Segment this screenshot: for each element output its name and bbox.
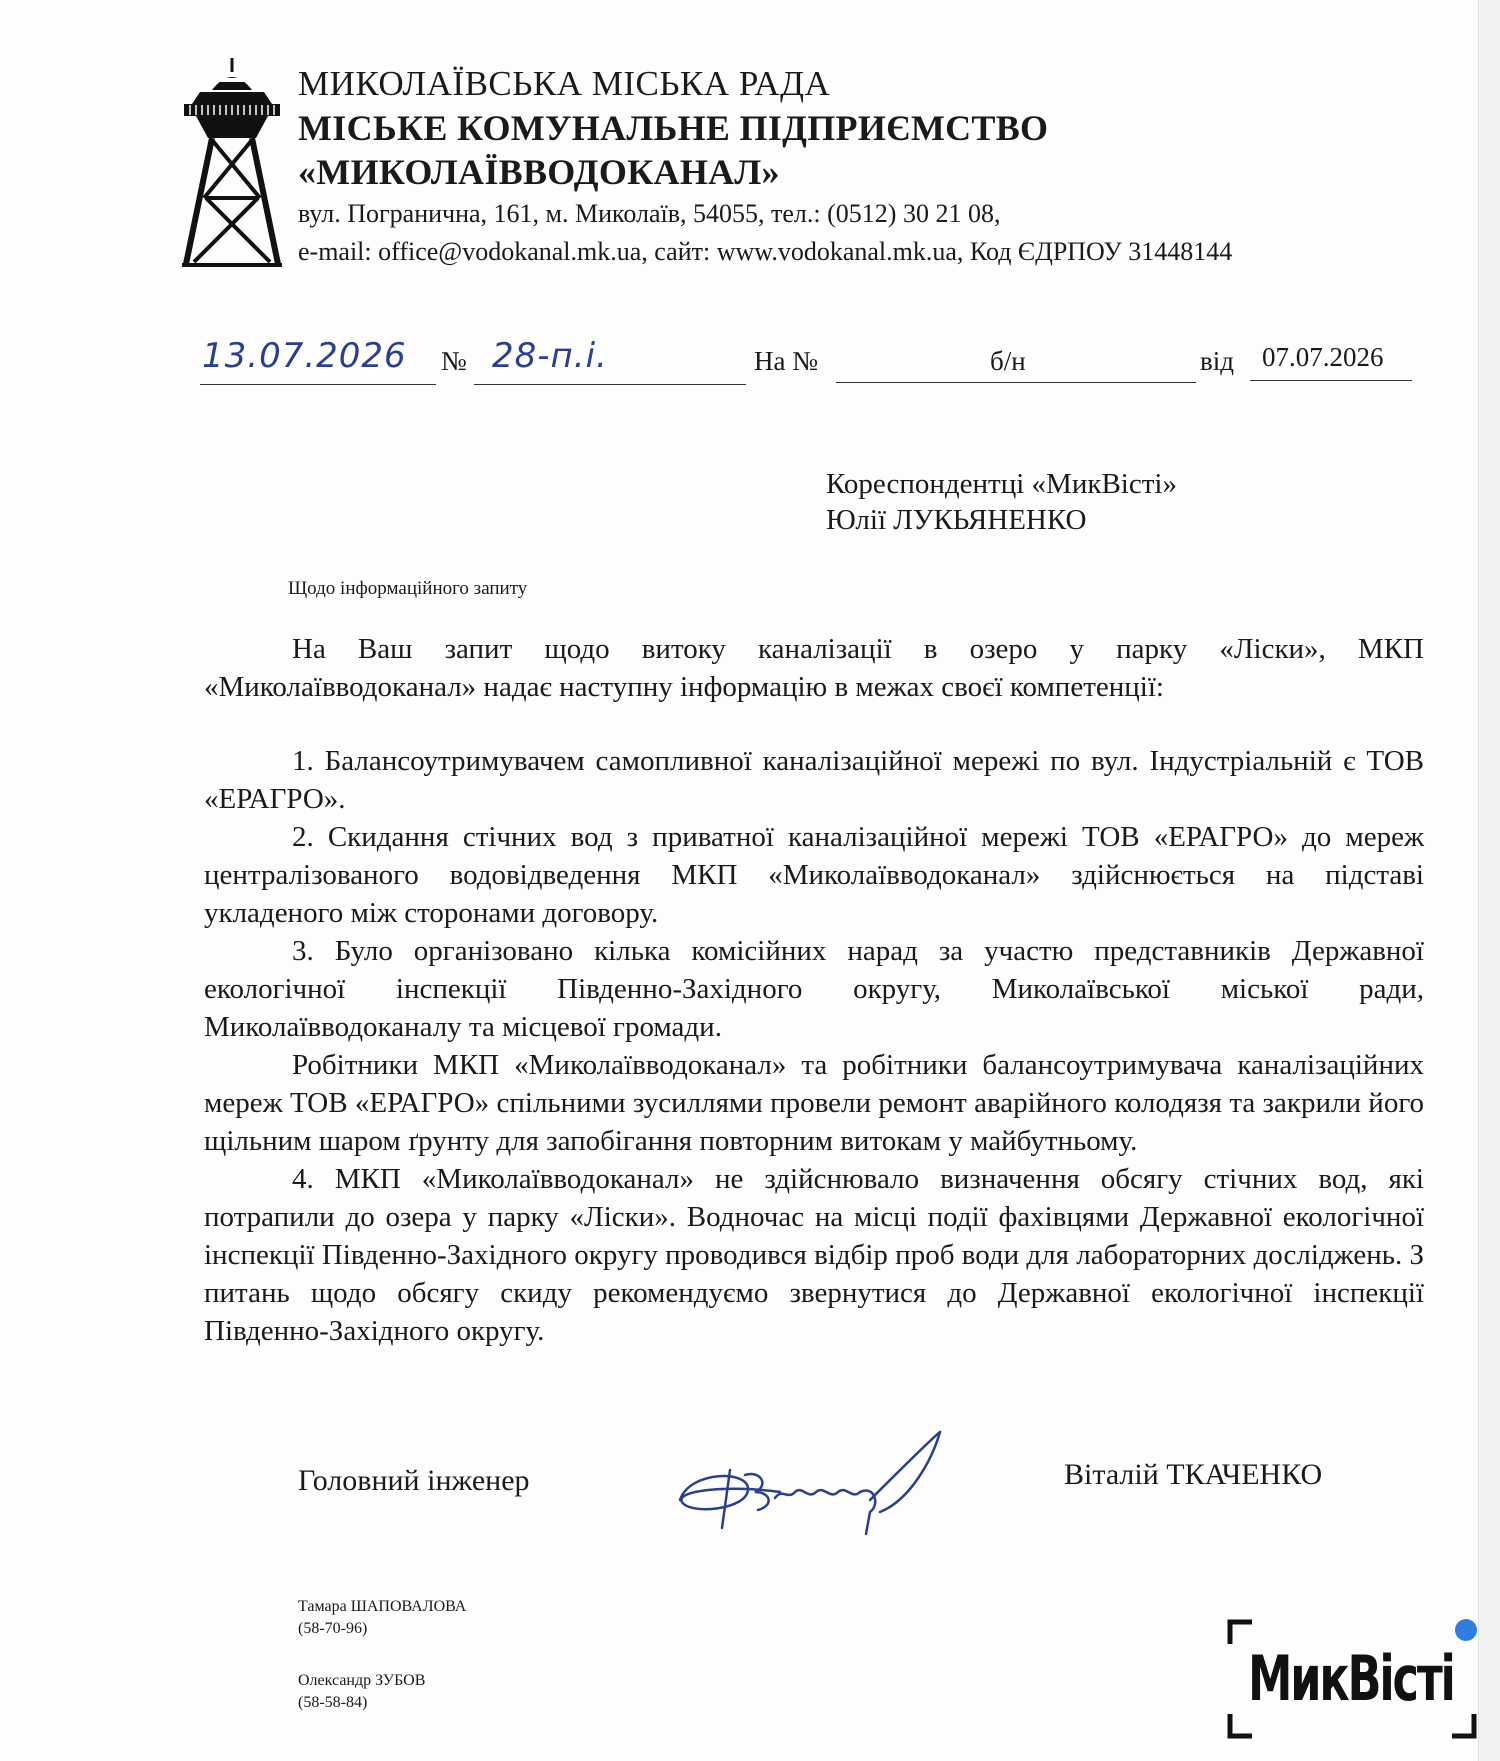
reply-number-underline [836,382,1196,383]
recipient-line-1: Кореспондентці «МикВісті» [826,468,1177,500]
enterprise-type: МІСЬКЕ КОМУНАЛЬНЕ ПІДПРИЄМСТВО [298,108,1049,148]
recipient [826,466,1177,538]
letter-body [204,630,1424,1350]
reply-date-underline [1250,380,1412,381]
reply-label: На № [754,346,818,376]
outgoing-date: 13.07.2026 [202,336,407,376]
executor-1 [298,1596,466,1640]
handwritten-signature [670,1430,960,1540]
from-label: від [1200,346,1234,376]
executor-2-name: Олександр ЗУБОВ [298,1672,426,1689]
date-underline [200,384,436,385]
paragraph-3b: Робітники МКП «Миколаївводоканал» та робітники балансоутримувача каналізаційних мереж ТОВ «ЕРАГРО» спільними зусиллями провели ремонт аварійного колодязя та закрили його щільним шаром ґрунту для запобігання повторним витокам у майбутньому. [204,1049,1424,1157]
subject: Щодо інформаційного запиту [288,578,528,599]
council-name: МИКОЛАЇВСЬКА МІСЬКА РАДА [298,64,831,103]
paragraph-2: 2. Скидання стічних вод з приватної каналізаційної мережі ТОВ «ЕРАГРО» до мереж централізованого водовідведення МКП «Миколаївводоканал» здійснюється на підставі укладеного між сторонами договору. [204,821,1424,929]
water-tower-icon [182,58,282,268]
paragraph-4: 4. МКП «Миколаївводоканал» не здійснювало визначення обсягу стічних вод, які потрапили до озера у парку «Ліски». Водночас на місці події фахівцями Державної екологічної інспекції Південно-Західного округу проводився відбір проб води для лабораторних досліджень. З питань щодо обсягу скиду рекомендуємо звернутися до Державної екологічної інспекції Південно-Західного округу. [204,1163,1424,1347]
watermark-text: МикВісті [1248,1642,1454,1715]
executor-1-name: Тамара ШАПОВАЛОВА [298,1598,467,1615]
letterhead [298,62,1418,270]
outgoing-number: 28-п.і. [492,336,608,376]
mykvisti-watermark [1226,1618,1478,1740]
signatory-name: Віталій ТКАЧЕНКО [1064,1458,1323,1491]
paragraph-1: 1. Балансоутримувачем самопливної каналізаційної мережі по вул. Індустріальній є ТОВ «ЕРАГРО». [204,745,1424,815]
signatory-position: Головний інженер [298,1464,530,1497]
reply-number: б/н [990,346,1026,376]
address-line: вул. Погранична, 161, м. Миколаїв, 54055, тел.: (0512) 30 21 08, [298,199,1001,228]
intro-paragraph: На Ваш запит щодо витоку каналізації в озеро у парку «Ліски», МКП «Миколаївводоканал» надає наступну інформацію в межах своєї компетенції: [204,633,1424,703]
page-edge [1478,0,1500,1761]
number-label: № [441,346,467,376]
paragraph-3: 3. Було організовано кілька комісійних нарад за участю представників Державної екологічної інспекції Південно-Західного округу, Миколаївської міської ради, Миколаївводоканалу та місцевої громади. [204,935,1424,1043]
enterprise-name: «МИКОЛАЇВВОДОКАНАЛ» [298,152,780,192]
reply-date: 07.07.2026 [1262,342,1384,372]
executor-1-phone: (58-70-96) [298,1620,368,1637]
recipient-line-2: Юлії ЛУКЬЯНЕНКО [826,504,1087,536]
contacts-line: e-mail: office@vodokanal.mk.ua, сайт: www.vodokanal.mk.ua, Код ЄДРПОУ 31448144 [298,237,1233,266]
number-underline [474,384,746,385]
executor-2 [298,1670,425,1714]
executor-2-phone: (58-58-84) [298,1694,368,1711]
